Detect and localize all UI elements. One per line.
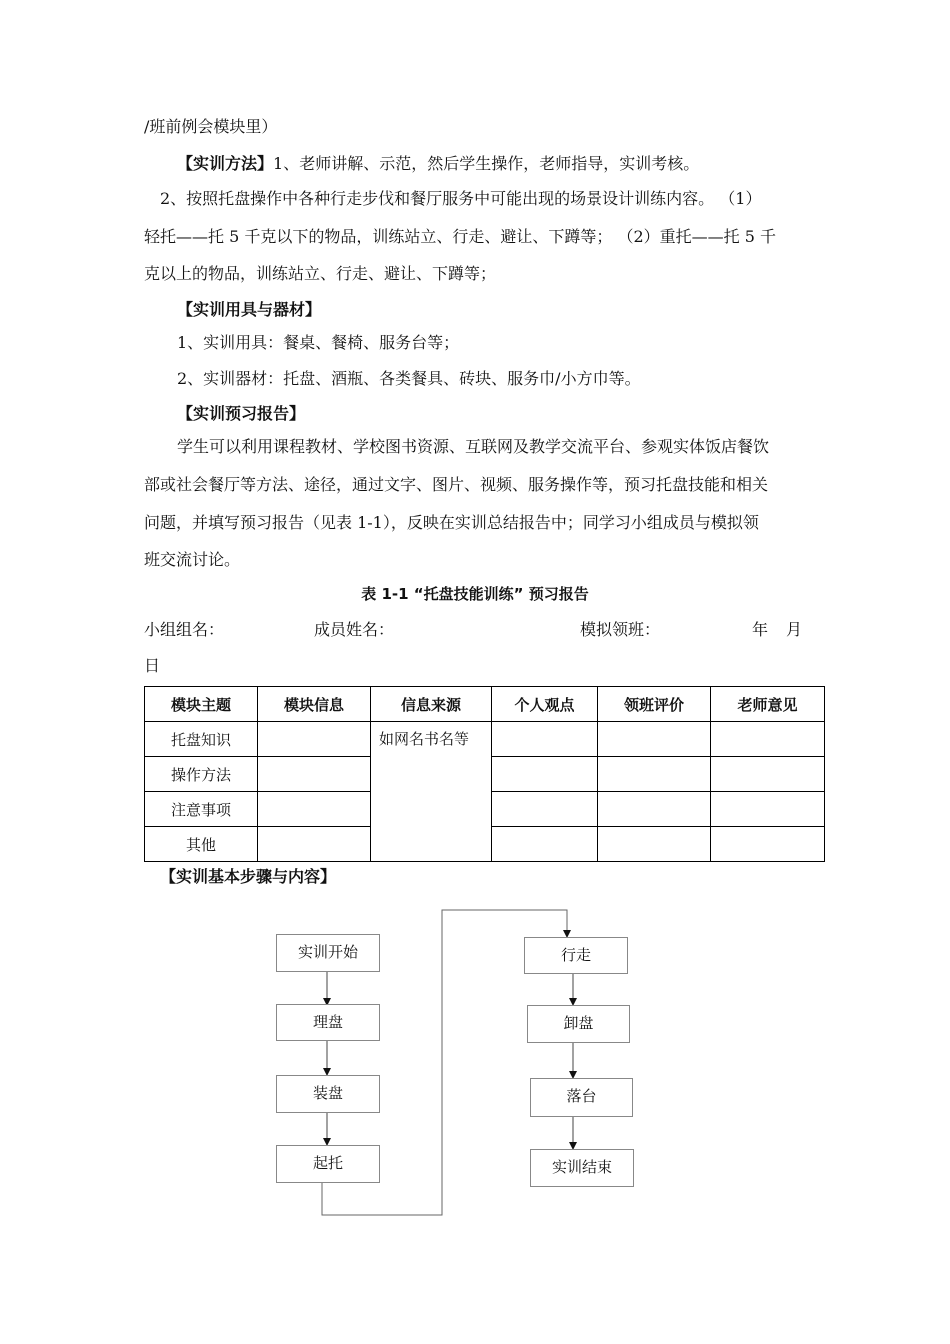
text-line: 班交流讨论。 [144,550,241,569]
year-label: 年 [752,620,769,639]
flow-step-unload: 卸盘 [527,1005,630,1043]
group-name-label: 小组组名： [144,620,225,639]
topic-cell: 其他 [145,827,258,862]
flow-step-load-tray: 装盘 [276,1075,380,1113]
month-label: 月 [786,620,803,639]
topic-cell: 操作方法 [145,757,258,792]
table-header-cell: 模块主题 [145,687,258,722]
table-header-cell: 老师意见 [711,687,825,722]
topic-cell: 注意事项 [145,792,258,827]
member-name-label: 成员姓名： [314,620,395,639]
method-text: 1、老师讲解、示范，然后学生操作，老师指导，实训考核。 [273,154,700,173]
flow-step-walk: 行走 [524,937,628,974]
table-header-cell: 领班评价 [598,687,711,722]
table-header-cell: 个人观点 [492,687,598,722]
source-cell[interactable]: 如网名书名等 [371,722,492,862]
text-line: 克以上的物品，训练站立、行走、避让、下蹲等； [144,264,497,283]
text-line: 轻托——托 5 千克以下的物品，训练站立、行走、避让、下蹲等； （2）重托——托 5 千 [144,227,776,246]
flow-step-set-down: 落台 [530,1078,633,1117]
text-line: 1、实训用具：餐桌、餐椅、服务台等； [177,333,460,352]
table-header-cell: 信息来源 [371,687,492,722]
leader-label: 模拟领班： [580,620,661,639]
section-heading-steps: 【实训基本步骤与内容】 [160,867,337,886]
table-header-cell: 模块信息 [258,687,371,722]
topic-cell: 托盘知识 [145,722,258,757]
section-heading-report: 【实训预习报告】 [177,404,306,423]
method-heading: 【实训方法】 [177,154,274,173]
text-line: 部或社会餐厅等方法、途径，通过文字、图片、视频、服务操作等，预习托盘技能和相关 [144,475,769,494]
flow-step-arrange-tray: 理盘 [276,1004,380,1041]
text-line: 2、按照托盘操作中各种行走步伐和餐厅服务中可能出现的场景设计训练内容。 （1） [160,189,762,208]
flow-step-lift-tray: 起托 [276,1145,380,1183]
section-heading-tools: 【实训用具与器材】 [177,300,322,319]
table-caption: 表 1-1 “托盘技能训练” 预习报告 [361,585,589,603]
day-label: 日 [144,656,161,675]
text-line: 2、实训器材：托盘、酒瓶、各类餐具、砖块、服务巾/小方巾等。 [177,369,641,388]
text-line: /班前例会模块里） [144,117,278,136]
flow-step-end: 实训结束 [530,1149,634,1187]
text-line: 问题，并填写预习报告（见表 1-1），反映在实训总结报告中；同学习小组成员与模拟领 [144,513,759,532]
flow-step-start: 实训开始 [276,934,380,972]
text-line: 学生可以利用课程教材、学校图书资源、互联网及教学交流平台、参观实体饭店餐饮 [177,437,770,456]
